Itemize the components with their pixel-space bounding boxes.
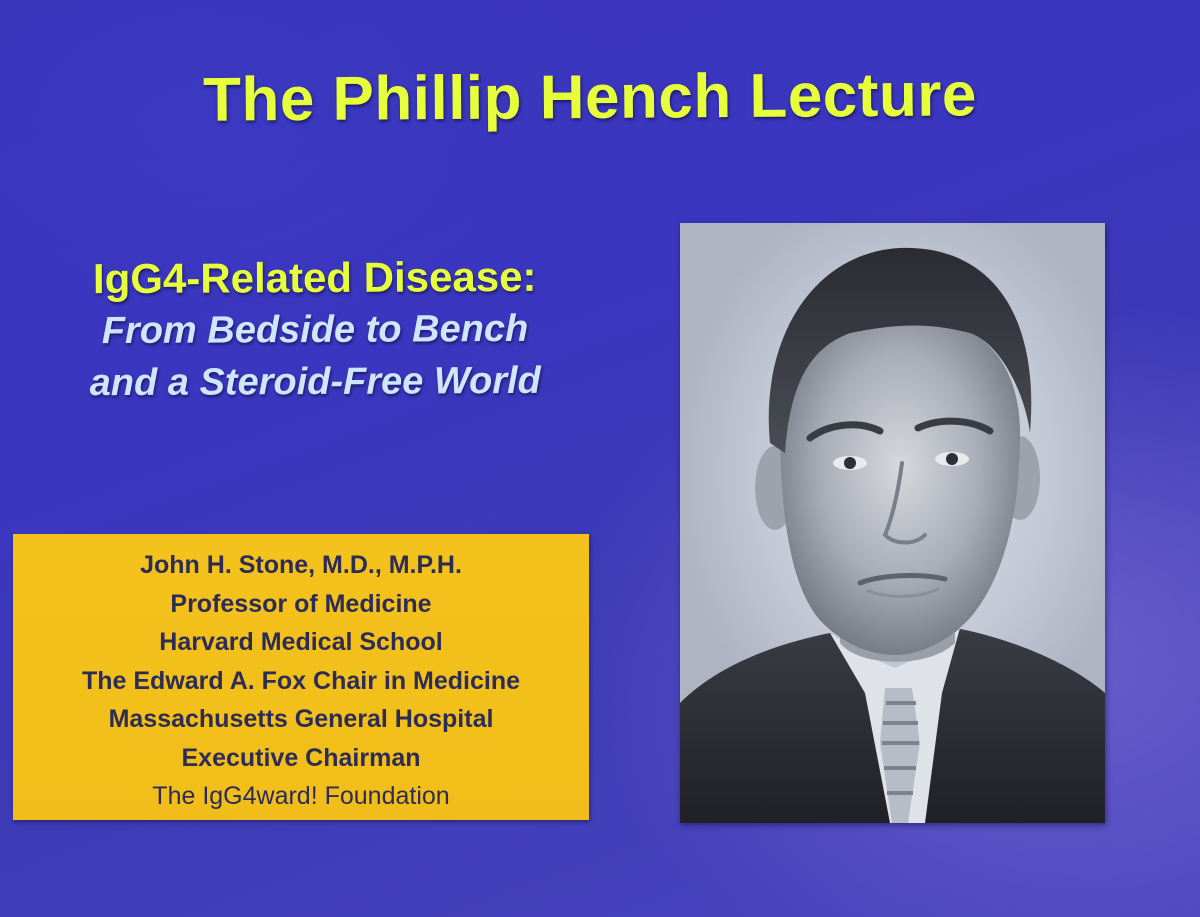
subtitle-line-3: and a Steroid-Free World [89,359,541,405]
portrait-photo [680,223,1105,823]
slide-title: The Phillip Hench Lecture [202,60,978,135]
subtitle-line-2: From Bedside to Bench [101,307,529,353]
lecture-subtitle [0,250,630,409]
subtitle-main: IgG4-Related Disease: [92,252,537,303]
speaker-institution: Harvard Medical School [159,628,443,656]
speaker-chair: The Edward A. Fox Chair in Medicine [81,666,521,695]
speaker-role: Executive Chairman [181,743,421,772]
speaker-hospital: Massachusetts General Hospital [108,705,494,733]
speaker-foundation: The IgG4ward! Foundation [152,782,450,810]
speaker-title: Professor of Medicine [170,589,432,618]
speaker-info-box [13,534,589,820]
portrait-illustration [680,223,1105,823]
speaker-name: John H. Stone, M.D., M.P.H. [140,551,462,579]
